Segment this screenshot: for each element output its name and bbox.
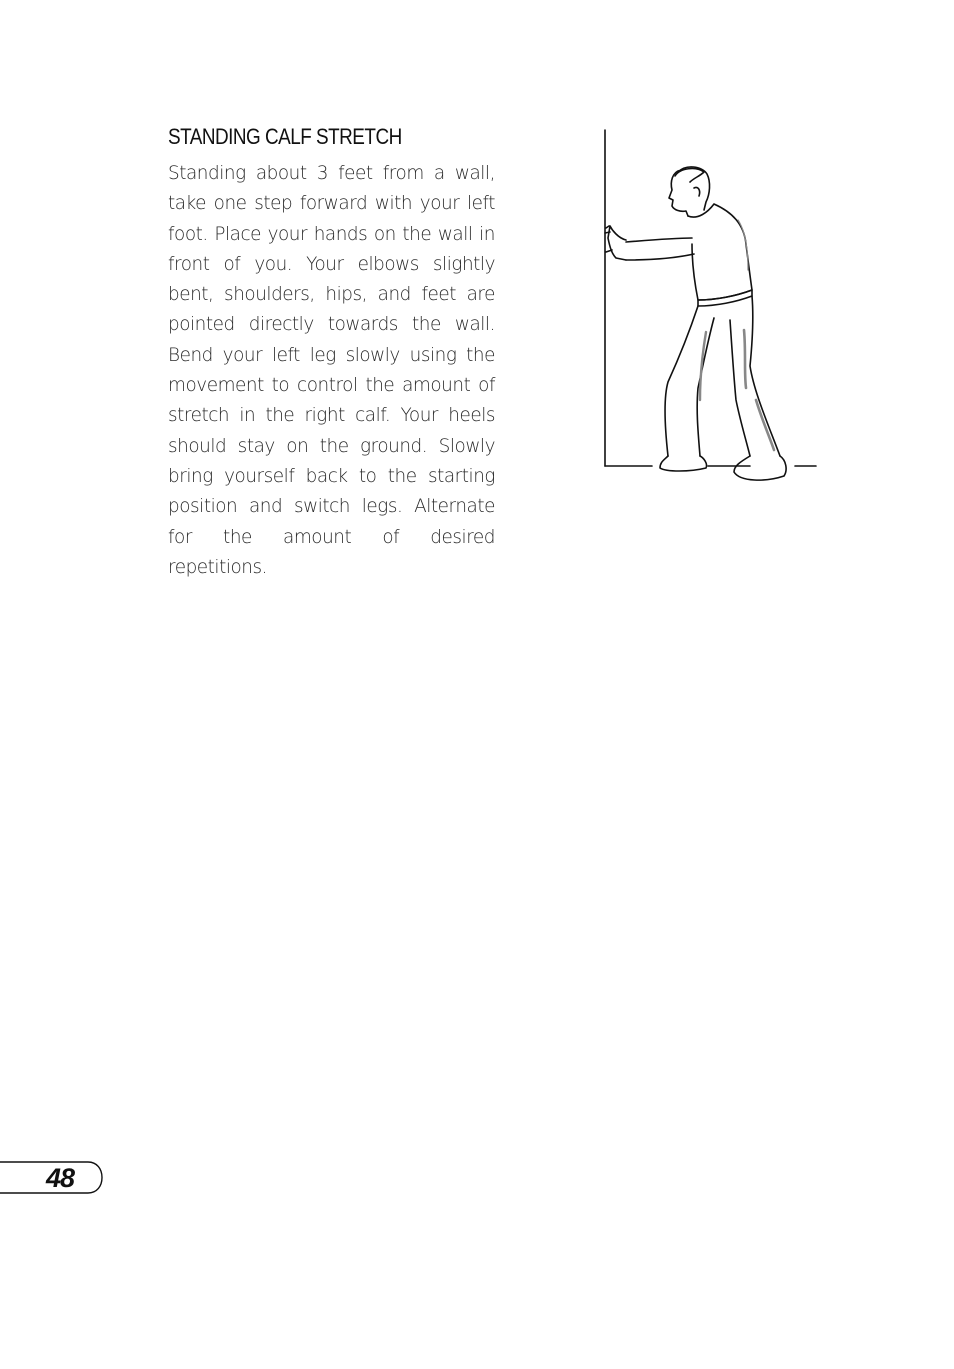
figure-lower-arm — [626, 254, 694, 260]
figure-hand — [608, 226, 626, 260]
figure-head — [669, 167, 710, 216]
figure-front-leg — [665, 306, 698, 456]
instruction-paragraph: Standing about 3 feet from a wall, take one step forward with your left foot. Place your hands on the wall in front of you. Your elbows slightly bent, shoulders, hips, and feet are pointed directly towards the wall. Bend your left leg slowly using the movement to control the amount of stretch in the right calf. Your heels should stay on the ground. Slowly bring yourself back to the starting position and switch legs. Alternate for the amount of desired repetitions. — [168, 163, 495, 578]
figure-belt — [698, 290, 752, 306]
figure-ear — [694, 187, 700, 196]
figure-back-shoe — [734, 456, 786, 480]
figure-torso-shade — [738, 220, 748, 270]
figure-back-leg-shade — [744, 330, 774, 450]
calf-stretch-illustration — [590, 120, 830, 490]
figure-back-leg — [750, 296, 780, 456]
figure-front-shoe — [660, 456, 707, 471]
page-number: 48 — [46, 1163, 75, 1193]
figure-upper-arm — [626, 238, 692, 242]
section-heading: STANDING CALF STRETCH — [168, 124, 402, 149]
figure-torso — [688, 204, 752, 300]
